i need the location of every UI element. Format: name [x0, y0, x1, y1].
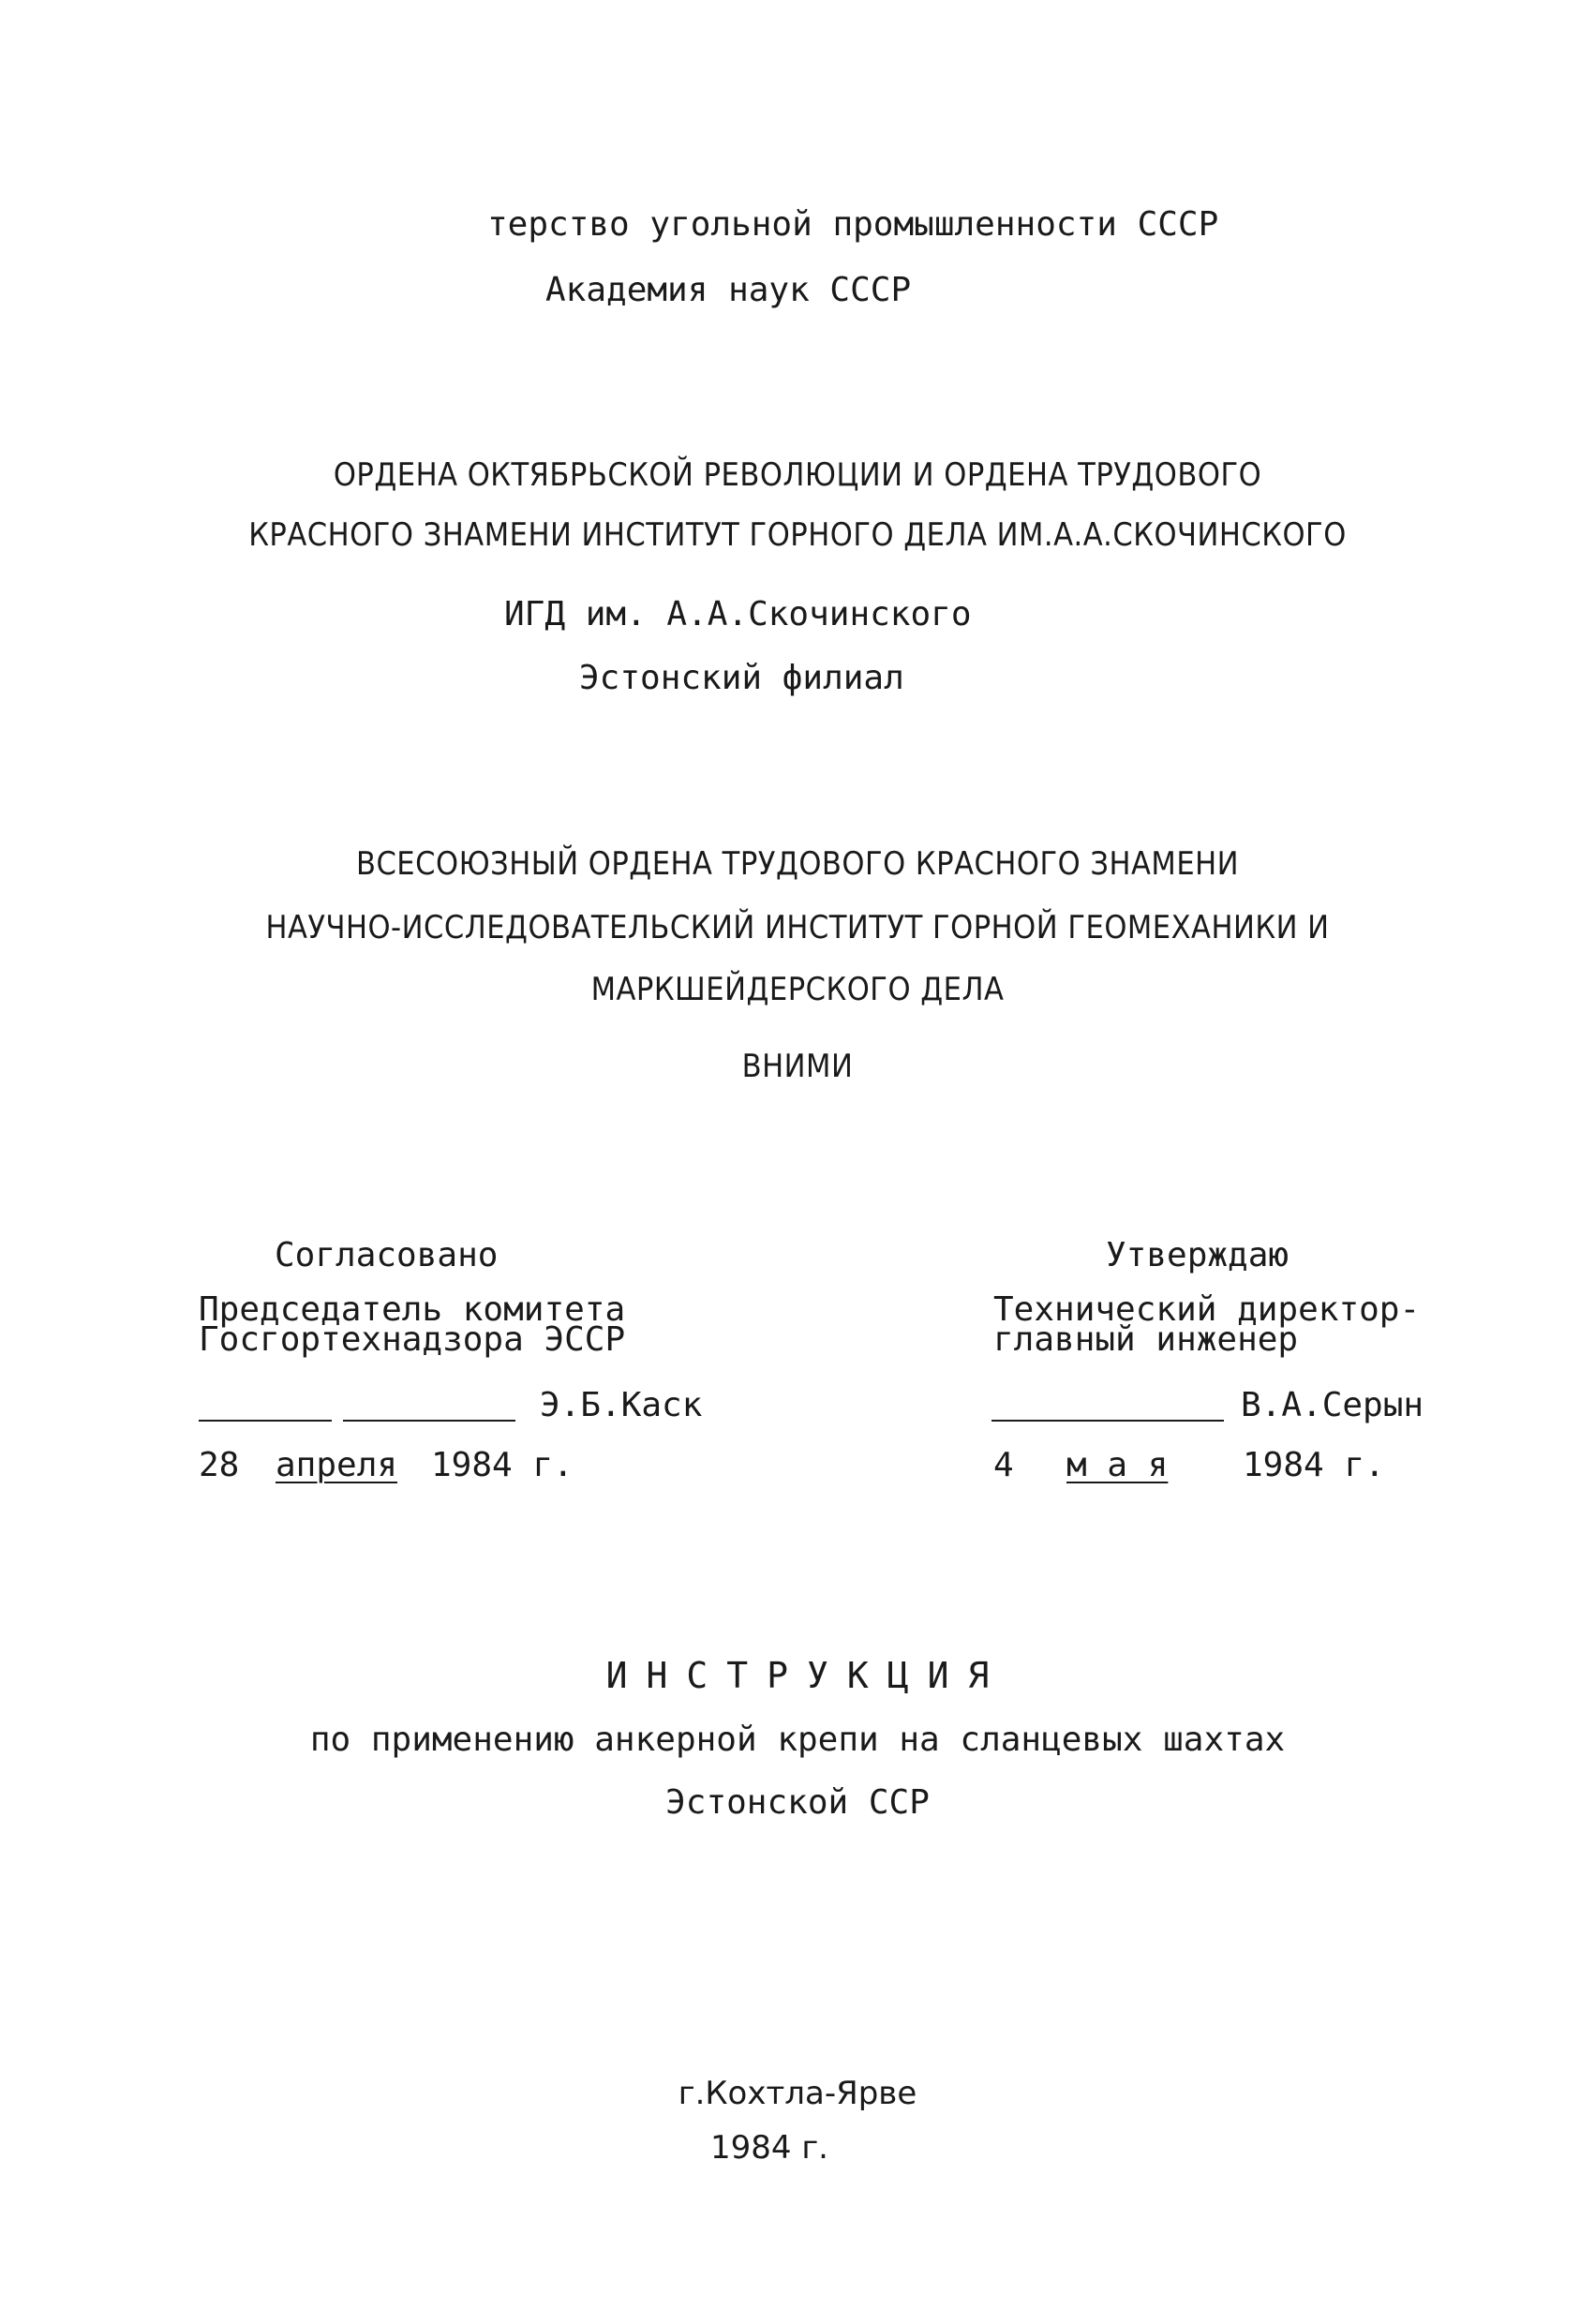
approval-right-position-line-1: Технический директор-	[993, 1290, 1421, 1329]
approval-left-year: 1984 г.	[431, 1446, 574, 1484]
institute-1-short-name: ИГД им. А.А.Скочинского	[504, 595, 972, 633]
document-subtitle-line-2: Эстонской ССР	[665, 1783, 930, 1822]
institute-2-line-3: МАРКШЕЙДЕРСКОГО ДЕЛА	[590, 971, 1005, 1008]
footer-year: 1984 г.	[709, 2129, 828, 2167]
signature-line-left-1	[199, 1420, 332, 1422]
institute-1-line-2: КРАСНОГО ЗНАМЕНИ ИНСТИТУТ ГОРНОГО ДЕЛА ИМ.А.А.СКОЧИНСКОГО	[248, 516, 1347, 554]
institute-1-line-1: ОРДЕНА ОКТЯБРЬСКОЙ РЕВОЛЮЦИИ И ОРДЕНА ТРУДОВОГО	[333, 456, 1262, 494]
approval-left-position-line-2: Госгортехнадзора ЭССР	[199, 1320, 626, 1359]
institute-1-branch: Эстонский филиал	[579, 659, 904, 697]
document-title: ИНСТРУКЦИЯ	[605, 1655, 1008, 1696]
ministry-line: терство угольной промышленности СССР	[487, 205, 1219, 244]
academy-line: Академия наук СССР	[545, 271, 912, 309]
approval-right-position-line-2: главный инженер	[993, 1320, 1299, 1359]
approval-left-month: апреля	[276, 1446, 398, 1484]
approval-left-position-line-1: Председатель комитета	[199, 1290, 626, 1329]
institute-2-line-2: НАУЧНО-ИССЛЕДОВАТЕЛЬСКИЙ ИНСТИТУТ ГОРНОЙ ГЕОМЕХАНИКИ И	[265, 909, 1330, 946]
approval-right-year: 1984 г.	[1243, 1446, 1385, 1484]
approval-right-day: 4	[993, 1446, 1014, 1484]
signature-line-right	[991, 1420, 1224, 1422]
approval-left-day: 28	[199, 1446, 240, 1484]
document-subtitle-line-1: по применению анкерной крепи на сланцевых шахтах	[309, 1721, 1286, 1759]
approval-left-name: Э.Б.Каск	[540, 1386, 703, 1424]
approval-right-name: В.А.Серын	[1241, 1386, 1424, 1424]
approval-right-heading: Утверждаю	[1106, 1236, 1289, 1274]
footer-city: г.Кохтла-Ярве	[678, 2075, 917, 2112]
approval-right-month: м а я	[1066, 1446, 1169, 1484]
signature-line-left-2	[343, 1420, 515, 1422]
institute-2-line-1: ВСЕСОЮЗНЫЙ ОРДЕНА ТРУДОВОГО КРАСНОГО ЗНАМЕНИ	[355, 845, 1240, 883]
approval-left-heading: Согласовано	[275, 1236, 499, 1274]
institute-2-short-name: ВНИМИ	[741, 1048, 854, 1085]
